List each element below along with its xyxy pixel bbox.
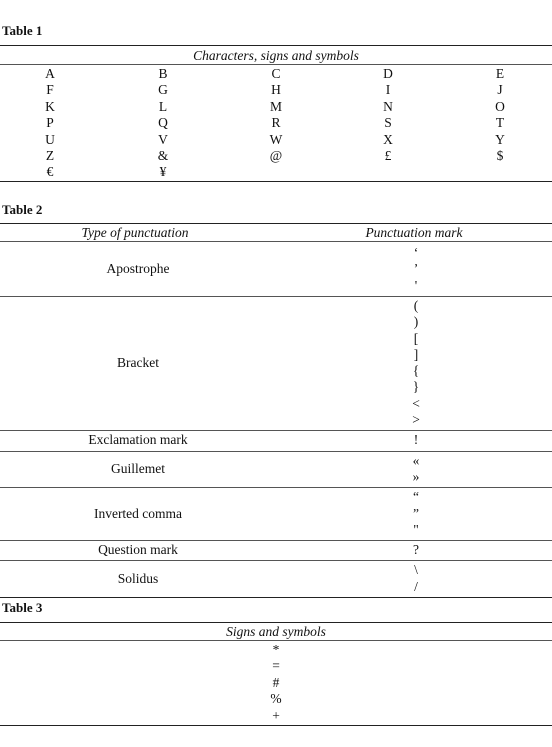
table1-cell: G (158, 82, 168, 98)
table1-cell: U (45, 131, 55, 147)
table3-top-rule (0, 622, 552, 623)
table1-cell: B (158, 66, 168, 81)
table2-type-cell: Inverted comma (93, 505, 183, 521)
table2-mark-cell: { (412, 363, 420, 379)
table3-cell: + (272, 707, 280, 723)
table3-cell: # (272, 674, 280, 690)
table1-cell: V (158, 131, 168, 147)
table1-title: Table 1 (2, 23, 43, 38)
table1-cell: J (497, 82, 503, 98)
table1-cell: S (384, 115, 392, 131)
table1-bottom-rule (0, 181, 552, 182)
table2-type-cell: Apostrophe (106, 261, 170, 277)
table1-cell: L (158, 98, 168, 114)
table1-cell: Y (495, 131, 505, 147)
table2-mark-cell: } (412, 379, 420, 395)
table1-cell: & (157, 148, 169, 163)
table2-mark-cell: / (414, 578, 418, 594)
table1-top-rule (0, 45, 552, 46)
table3-header-rule (0, 640, 552, 641)
table2-mark-cell: ( (413, 297, 419, 313)
table1-cell: X (383, 131, 393, 147)
table2-mark-cell: ” (413, 505, 419, 521)
table2-row-rule (0, 451, 552, 452)
table2-mark-cell: ) (413, 314, 419, 330)
table1-cell: H (271, 82, 281, 98)
table1-cell: Z (45, 148, 55, 163)
table3-bottom-rule (0, 725, 552, 726)
table2-mark-cell: » (412, 468, 420, 484)
table3-header: Signs and symbols (226, 624, 326, 639)
table2-mark-cell: ‘ (413, 245, 419, 260)
table3-cell: % (270, 691, 282, 707)
table2-header-mark: Punctuation mark (365, 225, 463, 240)
table1-cell: Q (158, 115, 168, 131)
table3-cell: * (272, 642, 280, 657)
table1-cell: K (45, 98, 55, 114)
table2-row-rule (0, 296, 552, 297)
table1-cell: £ (384, 148, 392, 163)
table1-cell: ¥ (159, 164, 167, 180)
table2-row-rule (0, 430, 552, 431)
table1-cell: D (383, 66, 393, 81)
table1-cell: M (269, 98, 282, 114)
table1-cell: I (385, 82, 391, 98)
table1-cell: P (46, 115, 54, 131)
table2-mark-cell: ! (413, 432, 419, 448)
table2-mark-cell: > (412, 412, 420, 427)
table1-cell: R (271, 115, 281, 131)
table2-row-rule (0, 560, 552, 561)
table2-header-type: Type of punctuation (81, 225, 189, 240)
table2-mark-cell: “ (413, 489, 419, 505)
table2-mark-cell: < (412, 395, 420, 411)
table2-type-cell: Question mark (98, 542, 178, 558)
table1-cell: N (383, 98, 393, 114)
table1-cell: A (45, 66, 55, 81)
table2-mark-cell: ? (413, 542, 419, 558)
table1-cell: € (46, 164, 54, 180)
table2-type-cell: Guillemet (111, 460, 165, 476)
table1-cell: T (495, 115, 505, 131)
table1-cell: O (495, 98, 505, 114)
table2-title: Table 2 (2, 202, 43, 217)
table2-row-rule (0, 487, 552, 488)
table2-mark-cell: ’ (413, 261, 419, 277)
table2-row-rule (0, 597, 552, 598)
table1-header: Characters, signs and symbols (193, 48, 359, 63)
table2-type-cell: Solidus (117, 570, 159, 586)
table2-type-cell: Bracket (117, 355, 159, 371)
table1-cell: W (269, 131, 283, 147)
table2-type-cell: Exclamation mark (88, 432, 188, 448)
table1-cell: $ (496, 148, 504, 163)
table2-mark-cell: ] (413, 346, 419, 362)
table1-header-rule (0, 64, 552, 65)
table3-title: Table 3 (2, 600, 43, 615)
table2-mark-cell: ' (414, 277, 418, 293)
table2-top-rule (0, 223, 552, 224)
table3-cell: = (272, 658, 280, 674)
table2-mark-cell: « (412, 452, 420, 468)
table2-header-rule (0, 241, 552, 242)
table2-mark-cell: [ (413, 330, 419, 346)
table1-cell: C (271, 66, 281, 81)
table1-cell: @ (269, 148, 283, 163)
table1-cell: E (495, 66, 505, 81)
table2-mark-cell: \ (414, 562, 418, 578)
table2-mark-cell: " (413, 521, 419, 537)
table2-row-rule (0, 540, 552, 541)
table1-cell: F (46, 82, 54, 98)
